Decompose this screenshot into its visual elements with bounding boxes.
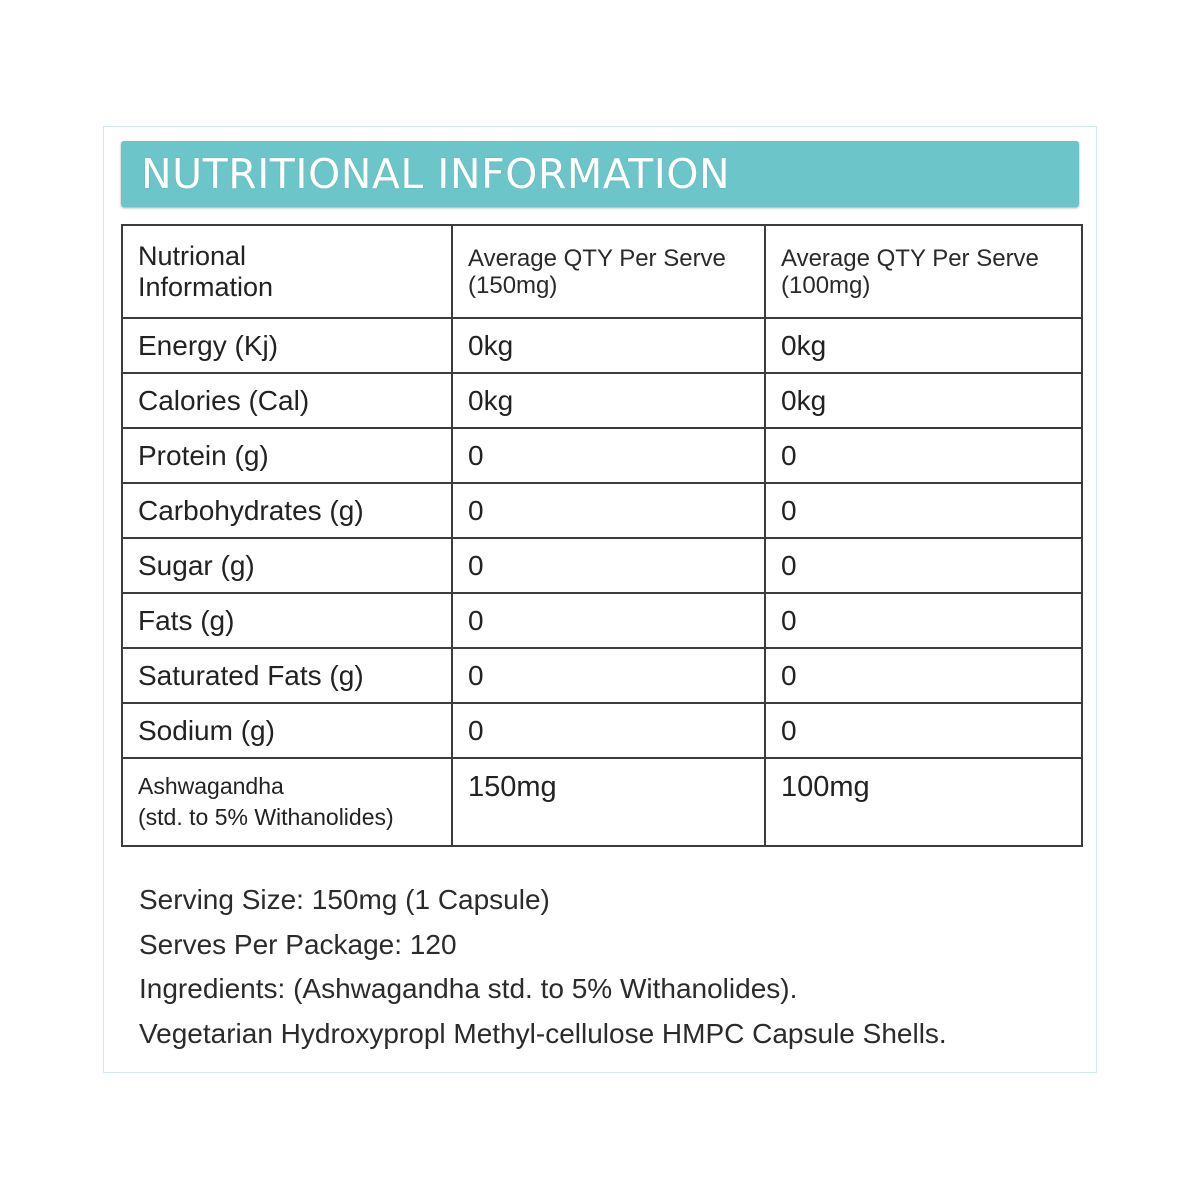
- row-label: Saturated Fats (g): [122, 648, 452, 703]
- row-label: Protein (g): [122, 428, 452, 483]
- table-row: [122, 648, 1082, 703]
- header-col2-line2: (150mg): [468, 271, 558, 299]
- banner-title: NUTRITIONAL INFORMATION: [141, 150, 731, 198]
- table-row: [122, 483, 1082, 538]
- row-label: Carbohydrates (g): [122, 483, 452, 538]
- header-nutrition-label: [122, 225, 452, 318]
- row-value-100mg: 0: [765, 648, 1082, 703]
- title-banner: [121, 141, 1079, 207]
- header-col2-line1: Average QTY Per Serve: [468, 244, 726, 272]
- header-label-line1: Nutrional: [138, 240, 247, 271]
- row-label: Sodium (g): [122, 703, 452, 758]
- row-value-100mg: 0: [765, 593, 1082, 648]
- row-label: Energy (Kj): [122, 318, 452, 373]
- ingredients-line2: Vegetarian Hydroxypropl Methyl-cellulose HMPC Capsule Shells.: [139, 1017, 947, 1049]
- table-header-row: [122, 225, 1082, 318]
- footer-notes: [139, 878, 1079, 1056]
- header-col3-line1: Average QTY Per Serve: [781, 244, 1039, 272]
- ashwagandha-value-150mg: 150mg: [452, 758, 765, 846]
- row-label: Calories (Cal): [122, 373, 452, 428]
- row-label: Fats (g): [122, 593, 452, 648]
- serving-size: Serving Size: 150mg (1 Capsule): [139, 884, 550, 915]
- row-value-100mg: 0: [765, 483, 1082, 538]
- nutrition-table: [121, 224, 1083, 847]
- row-value-150mg: 0kg: [452, 373, 765, 428]
- table-row: [122, 593, 1082, 648]
- table-row: [122, 373, 1082, 428]
- row-value-150mg: 0: [452, 428, 765, 483]
- ashwagandha-value-100mg: 100mg: [765, 758, 1082, 846]
- row-value-100mg: 0: [765, 703, 1082, 758]
- row-value-150mg: 0: [452, 703, 765, 758]
- serves-per-package: Serves Per Package: 120: [139, 928, 457, 960]
- table-row: [122, 318, 1082, 373]
- row-value-150mg: 0: [452, 538, 765, 593]
- header-col3-line2: (100mg): [781, 271, 871, 299]
- header-label-line2: Information: [138, 271, 274, 302]
- row-value-100mg: 0kg: [765, 318, 1082, 373]
- table-row: [122, 538, 1082, 593]
- ashwagandha-label: [122, 758, 452, 846]
- ashwagandha-label-line1: Ashwagandha: [138, 773, 284, 799]
- row-value-150mg: 0kg: [452, 318, 765, 373]
- row-value-150mg: 0: [452, 593, 765, 648]
- header-100mg-column: [765, 225, 1082, 318]
- ingredients-line1: Ingredients: (Ashwagandha std. to 5% Withanolides).: [139, 973, 798, 1004]
- row-value-150mg: 0: [452, 483, 765, 538]
- row-value-100mg: 0: [765, 538, 1082, 593]
- table-row-ashwagandha: [122, 758, 1082, 846]
- table-row: [122, 428, 1082, 483]
- row-value-100mg: 0kg: [765, 373, 1082, 428]
- ashwagandha-label-line2: (std. to 5% Withanolides): [138, 804, 394, 830]
- row-label: Sugar (g): [122, 538, 452, 593]
- header-150mg-column: [452, 225, 765, 318]
- table-row: [122, 703, 1082, 758]
- row-value-100mg: 0: [765, 428, 1082, 483]
- row-value-150mg: 0: [452, 648, 765, 703]
